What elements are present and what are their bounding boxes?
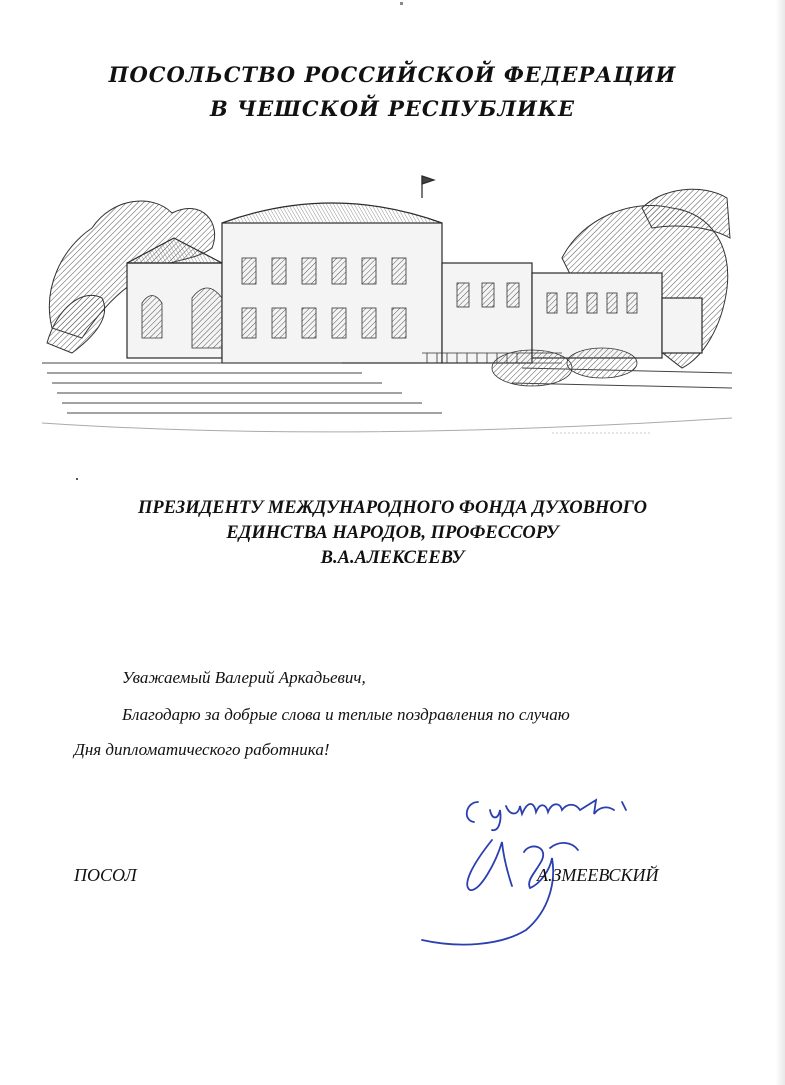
recipient-line-2: ЕДИНСТВА НАРОДОВ, ПРОФЕССОРУ — [226, 523, 559, 543]
scan-speck — [400, 2, 403, 5]
letter-body-line-2: Дня дипломатического работника! — [74, 740, 330, 759]
recipient-line-3: В.А.АЛЕКСЕЕВУ — [320, 548, 465, 568]
letter-body-line-1: Благодарю за добрые слова и теплые поздравления по случаю — [122, 705, 570, 724]
scan-speck — [76, 478, 78, 480]
recipient-line-1: ПРЕЗИДЕНТУ МЕЖДУНАРОДНОГО ФОНДА ДУХОВНОГО — [138, 498, 647, 518]
letterhead-line-1: ПОСОЛЬСТВО РОССИЙСКОЙ ФЕДЕРАЦИИ — [108, 62, 677, 87]
embassy-building-sketch — [42, 168, 732, 466]
letterhead-line-2: В ЧЕШСКОЙ РЕСПУБЛИКЕ — [210, 96, 575, 121]
recipient-address — [0, 496, 785, 571]
signatory-name: А.ЗМЕЕВСКИЙ — [537, 865, 659, 885]
embassy-letterhead — [0, 58, 785, 126]
salutation: Уважаемый Валерий Аркадьевич, — [122, 668, 366, 687]
signatory-position: ПОСОЛ — [74, 865, 137, 885]
ground-line — [42, 418, 732, 432]
